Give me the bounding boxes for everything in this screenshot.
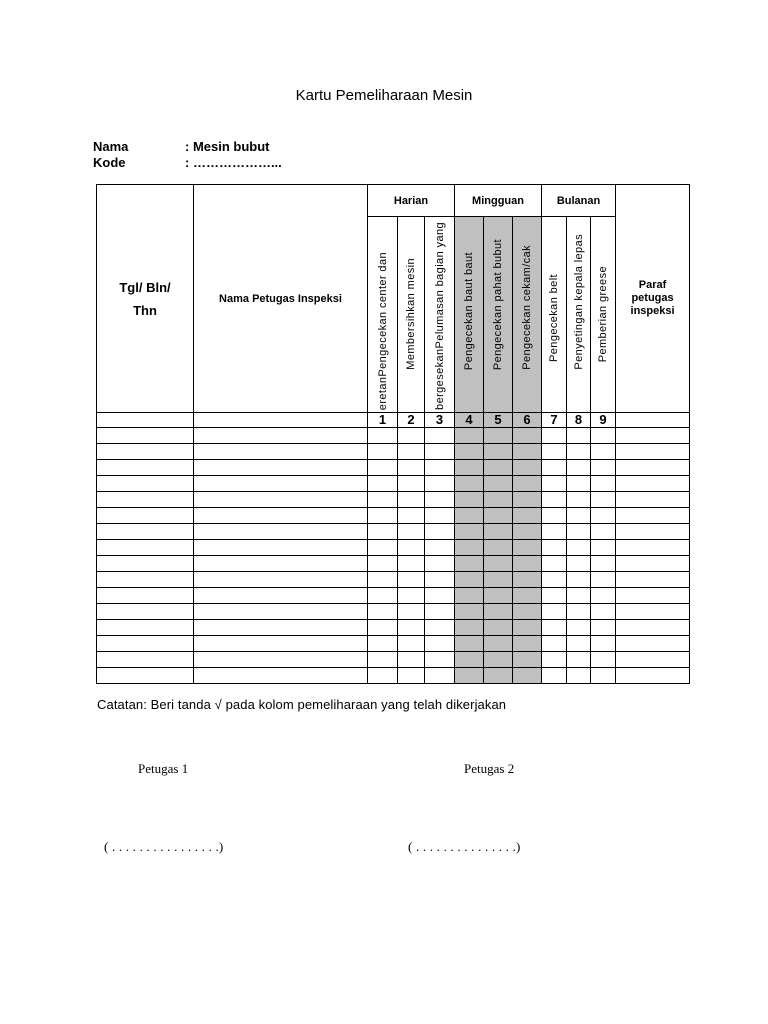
table-cell bbox=[425, 604, 455, 620]
table-cell bbox=[484, 492, 513, 508]
table-cell bbox=[484, 508, 513, 524]
col-number-7: 7 bbox=[542, 413, 567, 428]
table-cell bbox=[194, 444, 368, 460]
table-cell bbox=[542, 444, 567, 460]
col-number-1: 1 bbox=[368, 413, 398, 428]
table-cell bbox=[542, 460, 567, 476]
table-cell bbox=[425, 524, 455, 540]
table-cell bbox=[513, 540, 542, 556]
table-row bbox=[97, 540, 690, 556]
table-cell bbox=[368, 508, 398, 524]
col-number-2: 2 bbox=[398, 413, 425, 428]
table-cell bbox=[97, 540, 194, 556]
table-cell bbox=[542, 588, 567, 604]
table-cell bbox=[455, 652, 484, 668]
table-cell bbox=[567, 492, 591, 508]
table-cell bbox=[368, 524, 398, 540]
table-cell bbox=[455, 460, 484, 476]
table-cell bbox=[591, 524, 616, 540]
table-cell bbox=[425, 636, 455, 652]
table-cell bbox=[616, 636, 690, 652]
table-row bbox=[97, 572, 690, 588]
table-cell bbox=[194, 572, 368, 588]
table-cell bbox=[194, 636, 368, 652]
table-cell bbox=[455, 540, 484, 556]
col-header-5-text: Pengecekan pahat bubut bbox=[492, 238, 504, 370]
table-cell bbox=[542, 524, 567, 540]
signature-header-line1: Paraf bbox=[638, 279, 667, 291]
col-header-6-text: Pengecekan cekam/cak bbox=[521, 245, 533, 370]
signature-2-label: Petugas 2 bbox=[464, 761, 515, 776]
table-cell bbox=[513, 572, 542, 588]
col-header-3-text bbox=[434, 222, 446, 410]
table-cell bbox=[484, 476, 513, 492]
table-cell bbox=[455, 524, 484, 540]
col-header-1-part-b: Pengecekan center dan bbox=[376, 251, 389, 377]
table-cell bbox=[97, 492, 194, 508]
maintenance-table bbox=[96, 184, 690, 684]
col-header-8 bbox=[567, 217, 591, 413]
table-cell bbox=[425, 508, 455, 524]
table-cell bbox=[97, 428, 194, 444]
num-cell-empty bbox=[97, 413, 194, 428]
table-cell bbox=[616, 540, 690, 556]
table-cell bbox=[194, 604, 368, 620]
table-cell bbox=[398, 604, 425, 620]
table-cell bbox=[542, 476, 567, 492]
nama-value: : Mesin bubut bbox=[185, 139, 270, 154]
table-cell bbox=[542, 604, 567, 620]
table-cell bbox=[616, 572, 690, 588]
col-number-5: 5 bbox=[484, 413, 513, 428]
table-cell bbox=[591, 444, 616, 460]
table-cell bbox=[194, 652, 368, 668]
table-cell bbox=[425, 460, 455, 476]
col-header-9-text: Pemberian greese bbox=[597, 265, 610, 362]
table-cell bbox=[591, 556, 616, 572]
signature-header-line2: petugas bbox=[631, 292, 674, 304]
table-cell bbox=[591, 460, 616, 476]
table-cell bbox=[567, 524, 591, 540]
table-cell bbox=[591, 636, 616, 652]
table-cell bbox=[455, 620, 484, 636]
table-cell bbox=[567, 460, 591, 476]
table-cell bbox=[567, 652, 591, 668]
table-cell bbox=[194, 620, 368, 636]
table-cell bbox=[591, 540, 616, 556]
table-cell bbox=[513, 668, 542, 684]
table-cell bbox=[194, 476, 368, 492]
table-cell bbox=[425, 588, 455, 604]
table-cell bbox=[567, 476, 591, 492]
table-cell bbox=[398, 460, 425, 476]
table-cell bbox=[513, 476, 542, 492]
table-cell bbox=[567, 508, 591, 524]
table-cell bbox=[97, 620, 194, 636]
meta-row-kode bbox=[93, 155, 282, 170]
table-cell bbox=[398, 652, 425, 668]
table-cell bbox=[513, 524, 542, 540]
table-cell bbox=[542, 508, 567, 524]
table-cell bbox=[484, 540, 513, 556]
table-cell bbox=[368, 444, 398, 460]
group-harian: Harian bbox=[368, 185, 455, 217]
table-cell bbox=[425, 572, 455, 588]
col-number-6: 6 bbox=[513, 413, 542, 428]
table-cell bbox=[616, 428, 690, 444]
col-header-9 bbox=[591, 217, 616, 413]
table-cell bbox=[591, 476, 616, 492]
table-cell bbox=[484, 524, 513, 540]
table-cell bbox=[484, 604, 513, 620]
table-row bbox=[97, 636, 690, 652]
column-number-row bbox=[97, 413, 690, 428]
table-cell bbox=[398, 524, 425, 540]
table-cell bbox=[513, 556, 542, 572]
col-header-6 bbox=[513, 217, 542, 413]
table-cell bbox=[591, 620, 616, 636]
table-row bbox=[97, 444, 690, 460]
table-cell bbox=[513, 492, 542, 508]
table-cell bbox=[97, 556, 194, 572]
col-header-7-text: Pengecekan belt bbox=[548, 274, 561, 362]
table-cell bbox=[368, 476, 398, 492]
table-row bbox=[97, 524, 690, 540]
table-row bbox=[97, 652, 690, 668]
table-cell bbox=[484, 588, 513, 604]
table-cell bbox=[567, 556, 591, 572]
table-cell bbox=[455, 492, 484, 508]
table-cell bbox=[616, 604, 690, 620]
table-cell bbox=[425, 540, 455, 556]
table-cell bbox=[368, 492, 398, 508]
table-cell bbox=[194, 588, 368, 604]
table-cell bbox=[484, 444, 513, 460]
table-cell bbox=[194, 508, 368, 524]
table-cell bbox=[97, 604, 194, 620]
table-cell bbox=[616, 524, 690, 540]
table-cell bbox=[591, 492, 616, 508]
table-cell bbox=[97, 476, 194, 492]
signature-1-label: Petugas 1 bbox=[138, 761, 189, 776]
table-cell bbox=[194, 428, 368, 444]
table-cell bbox=[398, 428, 425, 444]
table-cell bbox=[567, 588, 591, 604]
table-row bbox=[97, 428, 690, 444]
col-header-5 bbox=[484, 217, 513, 413]
table-cell bbox=[591, 604, 616, 620]
table-cell bbox=[484, 636, 513, 652]
table-cell bbox=[368, 540, 398, 556]
table-cell bbox=[368, 572, 398, 588]
table-cell bbox=[425, 556, 455, 572]
table-cell bbox=[455, 588, 484, 604]
table-cell bbox=[484, 428, 513, 444]
col-header-3-part-a: bergesekan bbox=[433, 348, 446, 410]
table-cell bbox=[97, 460, 194, 476]
col-header-1-text bbox=[377, 252, 389, 410]
table-row bbox=[97, 476, 690, 492]
table-row bbox=[97, 588, 690, 604]
table-cell bbox=[513, 652, 542, 668]
table-cell bbox=[425, 668, 455, 684]
table-cell bbox=[425, 620, 455, 636]
table-cell bbox=[194, 524, 368, 540]
table-cell bbox=[616, 668, 690, 684]
table-cell bbox=[513, 636, 542, 652]
table-cell bbox=[513, 508, 542, 524]
signature-2-line: ( . . . . . . . . . . . . . . .) bbox=[408, 839, 521, 854]
table-cell bbox=[542, 652, 567, 668]
table-cell bbox=[97, 636, 194, 652]
table-cell bbox=[542, 492, 567, 508]
table-cell bbox=[455, 636, 484, 652]
table-cell bbox=[542, 540, 567, 556]
table-row bbox=[97, 620, 690, 636]
table-cell bbox=[616, 508, 690, 524]
page-title: Kartu Pemeliharaan Mesin bbox=[295, 87, 473, 104]
table-cell bbox=[398, 540, 425, 556]
table-cell bbox=[513, 620, 542, 636]
meta-row-nama bbox=[93, 139, 270, 154]
table-cell bbox=[368, 652, 398, 668]
table-cell bbox=[567, 428, 591, 444]
table-row bbox=[97, 460, 690, 476]
kode-value: : ………………... bbox=[185, 155, 282, 170]
table-cell bbox=[616, 460, 690, 476]
table-cell bbox=[542, 636, 567, 652]
table-cell bbox=[455, 668, 484, 684]
table-cell bbox=[97, 572, 194, 588]
table-cell bbox=[398, 476, 425, 492]
table-cell bbox=[513, 604, 542, 620]
num-cell-empty bbox=[194, 413, 368, 428]
table-row bbox=[97, 492, 690, 508]
table-cell bbox=[616, 492, 690, 508]
table-cell bbox=[368, 668, 398, 684]
table-cell bbox=[542, 668, 567, 684]
table-cell bbox=[97, 588, 194, 604]
table-cell bbox=[616, 588, 690, 604]
table-cell bbox=[398, 636, 425, 652]
col-header-4 bbox=[455, 217, 484, 413]
col-header-3-part-b: Pelumasan bagian yang bbox=[433, 222, 446, 349]
table-cell bbox=[368, 428, 398, 444]
table-cell bbox=[591, 428, 616, 444]
table-cell bbox=[542, 428, 567, 444]
table-cell bbox=[398, 620, 425, 636]
table-cell bbox=[97, 652, 194, 668]
signature-header-line3: inspeksi bbox=[630, 305, 675, 317]
col-header-2-text: Membersihkan mesin bbox=[405, 258, 417, 370]
table-cell bbox=[567, 540, 591, 556]
table-cell bbox=[455, 508, 484, 524]
table-cell bbox=[513, 460, 542, 476]
table-cell bbox=[455, 428, 484, 444]
table-cell bbox=[513, 588, 542, 604]
date-header-line1: Tgl/ Bln/ bbox=[119, 279, 171, 295]
table-cell bbox=[484, 652, 513, 668]
table-cell bbox=[368, 556, 398, 572]
table-cell bbox=[194, 556, 368, 572]
table-cell bbox=[567, 668, 591, 684]
table-cell bbox=[398, 508, 425, 524]
table-cell bbox=[368, 460, 398, 476]
table-row bbox=[97, 508, 690, 524]
group-mingguan: Mingguan bbox=[455, 185, 542, 217]
kode-label: Kode bbox=[93, 155, 126, 170]
table-cell bbox=[513, 428, 542, 444]
table-cell bbox=[591, 572, 616, 588]
table-cell bbox=[591, 588, 616, 604]
table-cell bbox=[616, 652, 690, 668]
nama-label: Nama bbox=[93, 139, 129, 154]
table-cell bbox=[484, 620, 513, 636]
table-cell bbox=[425, 652, 455, 668]
note-text: Catatan: Beri tanda √ pada kolom pemeliharaan yang telah dikerjakan bbox=[97, 697, 507, 712]
date-header bbox=[97, 185, 194, 413]
table-cell bbox=[591, 652, 616, 668]
table-cell bbox=[194, 460, 368, 476]
table-cell bbox=[97, 508, 194, 524]
table-row bbox=[97, 668, 690, 684]
signature-1-line: ( . . . . . . . . . . . . . . . .) bbox=[104, 839, 224, 854]
table-cell bbox=[513, 444, 542, 460]
table-cell bbox=[455, 476, 484, 492]
col-header-3 bbox=[425, 217, 455, 413]
table-cell bbox=[567, 572, 591, 588]
table-row bbox=[97, 556, 690, 572]
group-bulanan: Bulanan bbox=[542, 185, 616, 217]
col-header-2 bbox=[398, 217, 425, 413]
col-number-9: 9 bbox=[591, 413, 616, 428]
table-cell bbox=[97, 668, 194, 684]
col-header-7 bbox=[542, 217, 567, 413]
table-cell bbox=[567, 444, 591, 460]
table-cell bbox=[484, 572, 513, 588]
table-cell bbox=[455, 444, 484, 460]
table-cell bbox=[368, 588, 398, 604]
col-header-1-part-a: eretan bbox=[376, 376, 389, 410]
table-cell bbox=[194, 668, 368, 684]
table-cell bbox=[425, 476, 455, 492]
table-cell bbox=[97, 524, 194, 540]
table-cell bbox=[368, 636, 398, 652]
table-cell bbox=[591, 668, 616, 684]
table-cell bbox=[425, 444, 455, 460]
col-header-1 bbox=[368, 217, 398, 413]
col-number-4: 4 bbox=[455, 413, 484, 428]
table-cell bbox=[398, 556, 425, 572]
table-cell bbox=[194, 540, 368, 556]
col-header-4-text: Pengecekan baut baut bbox=[463, 251, 475, 370]
table-cell bbox=[425, 428, 455, 444]
col-number-8: 8 bbox=[567, 413, 591, 428]
table-cell bbox=[616, 556, 690, 572]
table-cell bbox=[398, 492, 425, 508]
table-cell bbox=[455, 556, 484, 572]
table-cell bbox=[398, 572, 425, 588]
table-row bbox=[97, 604, 690, 620]
table-cell bbox=[398, 444, 425, 460]
table-cell bbox=[542, 620, 567, 636]
table-cell bbox=[455, 604, 484, 620]
inspector-name-header: Nama Petugas Inspeksi bbox=[194, 185, 368, 413]
table-cell bbox=[484, 668, 513, 684]
table-cell bbox=[567, 604, 591, 620]
table-cell bbox=[368, 620, 398, 636]
date-header-line2: Thn bbox=[133, 302, 157, 318]
table-cell bbox=[484, 460, 513, 476]
table-cell bbox=[542, 572, 567, 588]
table-cell bbox=[398, 588, 425, 604]
table-cell bbox=[97, 444, 194, 460]
table-cell bbox=[591, 508, 616, 524]
table-cell bbox=[484, 556, 513, 572]
table-cell bbox=[368, 604, 398, 620]
table-cell bbox=[542, 556, 567, 572]
table-cell bbox=[616, 476, 690, 492]
col-number-3: 3 bbox=[425, 413, 455, 428]
table-cell bbox=[455, 572, 484, 588]
table-cell bbox=[194, 492, 368, 508]
signature-header bbox=[616, 185, 690, 413]
table-cell bbox=[567, 620, 591, 636]
table-cell bbox=[398, 668, 425, 684]
table-cell bbox=[425, 492, 455, 508]
num-cell-empty bbox=[616, 413, 690, 428]
table-cell bbox=[616, 620, 690, 636]
table-cell bbox=[616, 444, 690, 460]
table-cell bbox=[567, 636, 591, 652]
col-header-8-text: Penyetingan kepala lepas bbox=[572, 234, 585, 370]
